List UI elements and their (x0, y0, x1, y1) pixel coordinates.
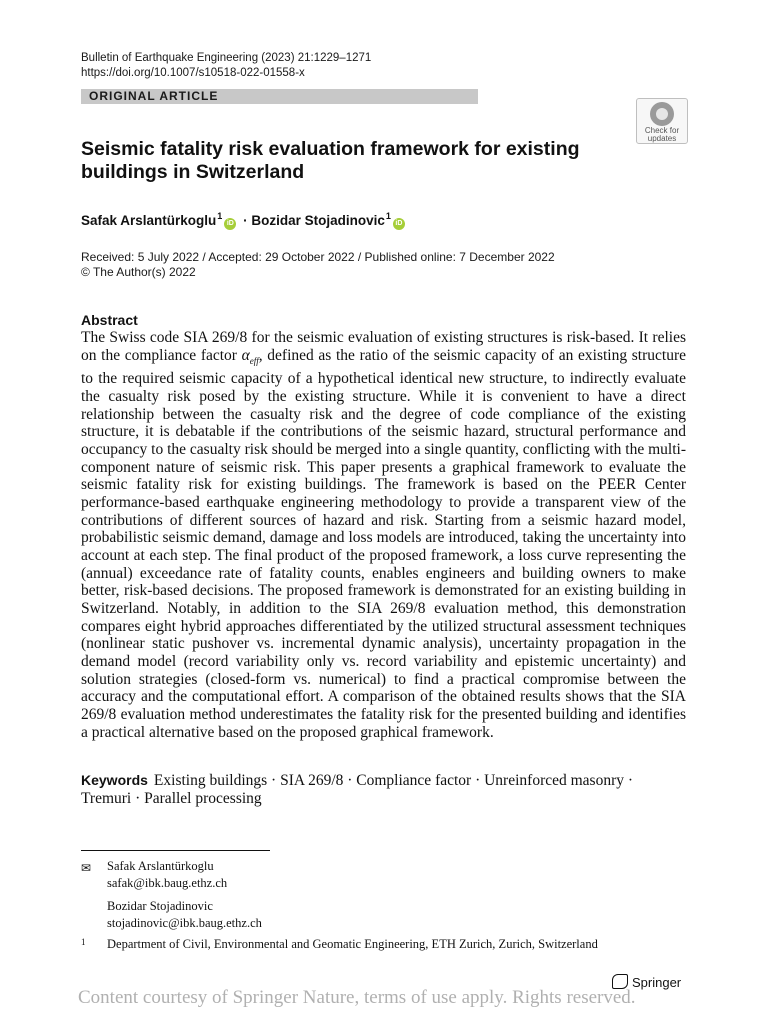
author-affil-mark: 1 (217, 211, 223, 221)
publication-dates (81, 250, 555, 280)
orcid-icon[interactable]: iD (224, 218, 236, 230)
paper-title: Seismic fatality risk evaluation framework for existing buildings in Switzerland (81, 138, 580, 183)
author-affil-mark: 1 (385, 211, 391, 221)
author-list (81, 207, 408, 230)
alpha-subscript: eff (249, 355, 259, 366)
corresponding-author-name: Safak Arslantürkoglu (107, 859, 214, 873)
check-for-updates-line1: Check for (644, 126, 680, 135)
affiliation (81, 936, 598, 952)
abstract-part1: The Swiss code SIA 269/8 for the seismic evaluation of existing structures is risk-based. It relies on the compliance factor (81, 329, 686, 364)
copyright: © The Author(s) 2022 (81, 265, 196, 279)
doi-link[interactable]: https://doi.org/10.1007/s10518-022-01558-x (81, 67, 305, 79)
envelope-icon: ✉ (81, 861, 92, 875)
article-type-banner (81, 89, 478, 104)
orcid-icon[interactable]: iD (393, 218, 405, 230)
check-for-updates-icon (650, 102, 674, 126)
check-for-updates-line2: updates (647, 134, 677, 143)
keywords-text: Existing buildings · SIA 269/8 · Compliance factor · Unreinforced masonry · Tremuri · Parallel processing (81, 772, 634, 807)
author-name[interactable]: Safak Arslantürkoglu (81, 213, 217, 228)
footnote-divider (81, 850, 270, 851)
journal-citation: Bulletin of Earthquake Engineering (2023) 21:1229–1271 (81, 52, 372, 64)
affiliation-text: Department of Civil, Environmental and Geomatic Engineering, ETH Zurich, Zurich, Switzerland (107, 937, 598, 951)
author-separator: · (243, 213, 248, 228)
history-dates: Received: 5 July 2022 / Accepted: 29 October 2022 / Published online: 7 December 2022 (81, 250, 555, 264)
courtesy-watermark: Content courtesy of Springer Nature, terms of use apply. Rights reserved. (78, 987, 636, 1008)
corresponding-author-email[interactable]: safak@ibk.baug.ethz.ch (107, 876, 228, 890)
article-type: ORIGINAL ARTICLE (89, 89, 219, 103)
correspondence (81, 858, 262, 932)
abstract-text (81, 329, 686, 741)
publisher-name: Springer (632, 975, 682, 990)
abstract-heading: Abstract (81, 312, 138, 328)
coauthor-name: Bozidar Stojadinovic (107, 899, 213, 913)
check-for-updates-badge[interactable] (636, 98, 688, 144)
keywords (81, 771, 686, 808)
journal-header (81, 51, 371, 81)
alpha-symbol: α (241, 346, 250, 364)
coauthor-email[interactable]: stojadinovic@ibk.baug.ethz.ch (107, 916, 262, 930)
keywords-label: Keywords (81, 772, 148, 788)
affiliation-number: 1 (81, 937, 86, 947)
abstract-part2: , defined as the ratio of the seismic capacity of an existing structure to the required seismic capacity of a hypothetical identical new structure, to indirectly evaluate the casualty risk posed by the existing structure. While it is convenient to have a direct relationship between the casualty risk and the degree of code compliance of the existing structure, it is debatable if the contributions of the seismic hazard, structural performance and occupancy to the casualty risk should be merged into a single quantity, conflicting with the multi-component nature of seismic risk. This paper presents a graphical framework to evaluate the seismic fatality risk for existing buildings. The framework is based on the PEER Center performance-based earthquake engineering methodology to provide a transparent view of the contributions of different sources of hazard and risk. Starting from a seismic hazard model, probabilistic seismic demand, damage and loss models are introduced, taking the uncertainty into account at each step. The final product of the proposed framework, a loss curve representing the (annual) exceedance rate of fatality counts, enables engineers and building owners to make better, risk-based decisions. The proposed framework is demonstrated for an existing building in Switzerland. Notably, in addition to the SIA 269/8 evaluation method, this demonstration compares eight hybrid approaches differentiated by the utilized structural assessment techniques (nonlinear static pushover vs. incremental dynamic analysis), uncertainty propagation in the demand model (record variability only vs. record variability and epistemic uncertainty) and solution strategies (closed-form vs. numerical) to find a practical compromise between the accuracy and the computational effort. A comparison of the obtained results shows that the SIA 269/8 evaluation method underestimates the fatality risk for the presented building and identifies a practical alternative based on the proposed graphical framework. (81, 346, 686, 741)
author-name[interactable]: Bozidar Stojadinovic (251, 213, 385, 228)
